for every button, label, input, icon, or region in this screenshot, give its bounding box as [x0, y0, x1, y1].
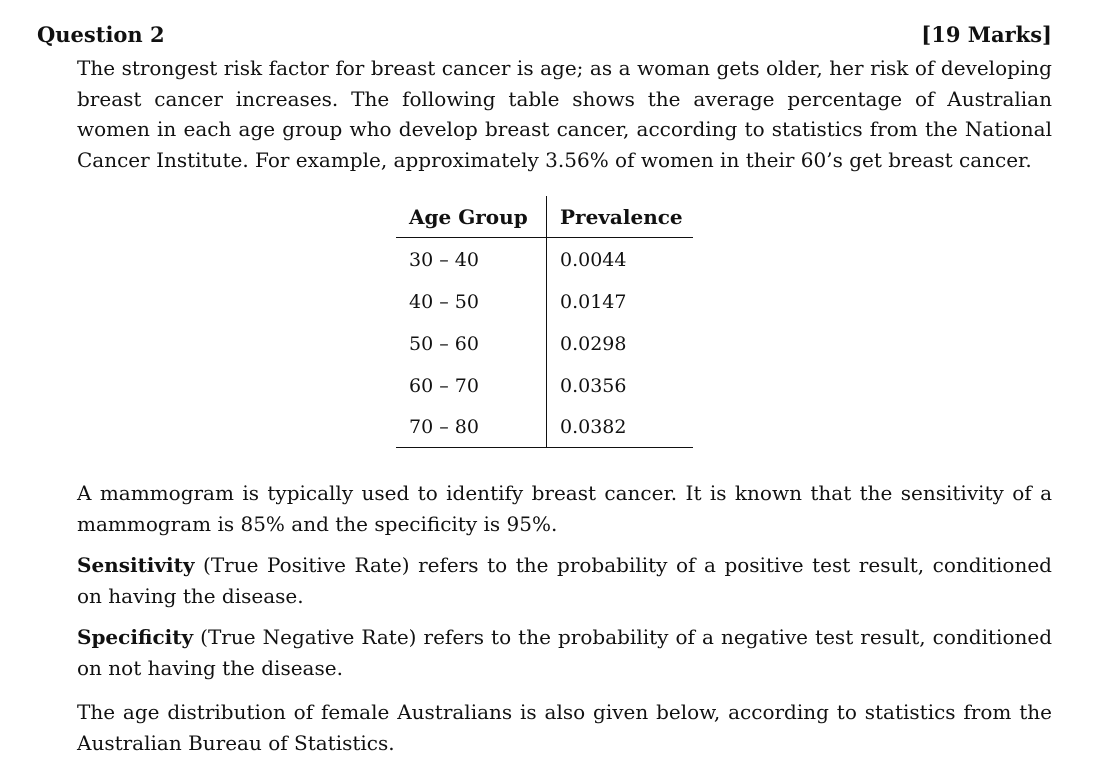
- question-header: [37, 22, 1052, 52]
- table-cell-age: 30 – 40: [409, 249, 479, 271]
- table-header-age-group: Age Group: [409, 205, 528, 229]
- table-cell-prevalence: 0.0382: [560, 416, 627, 438]
- table-header-prevalence: Prevalence: [560, 205, 683, 229]
- prevalence-table: [396, 196, 693, 448]
- table-cell-age: 50 – 60: [409, 333, 479, 355]
- table-cell-prevalence: 0.0044: [560, 249, 627, 271]
- table-cell-prevalence: 0.0356: [560, 375, 627, 397]
- sensitivity-paragraph: [77, 550, 1052, 611]
- table-cell-age: 40 – 50: [409, 291, 479, 313]
- specificity-term: Specificity: [77, 625, 194, 649]
- specificity-definition: (True Negative Rate) refers to the probability of a negative test result, conditioned on not having the disease.: [77, 625, 1052, 680]
- table-column-divider: [546, 196, 547, 448]
- table-bottom-rule: [396, 447, 693, 448]
- sensitivity-term: Sensitivity: [77, 553, 195, 577]
- question-title: Question 2: [37, 22, 165, 47]
- age-distribution-paragraph: The age distribution of female Australians is also given below, according to statistics from the Australian Bureau of Statistics.: [77, 700, 1052, 755]
- table-cell-prevalence: 0.0298: [560, 333, 627, 355]
- intro-paragraph: The strongest risk factor for breast cancer is age; as a woman gets older, her risk of developing breast cancer increases. The following table shows the average percentage of Australian women in each age group who develop breast cancer, according to statistics from the National Cancer Institute. For example, approximately 3.56% of women in their 60’s get breast cancer.: [77, 56, 1052, 172]
- table-cell-age: 70 – 80: [409, 416, 479, 438]
- table-cell-age: 60 – 70: [409, 375, 479, 397]
- sensitivity-definition: (True Positive Rate) refers to the probability of a positive test result, conditioned on having the disease.: [77, 553, 1052, 608]
- table-header-rule: [396, 237, 693, 238]
- question-marks: [19 Marks]: [921, 22, 1052, 47]
- mammogram-paragraph: A mammogram is typically used to identify breast cancer. It is known that the sensitivity of a mammogram is 85% and the specificity is 95%.: [77, 481, 1052, 536]
- specificity-paragraph: [77, 622, 1052, 683]
- table-cell-prevalence: 0.0147: [560, 291, 627, 313]
